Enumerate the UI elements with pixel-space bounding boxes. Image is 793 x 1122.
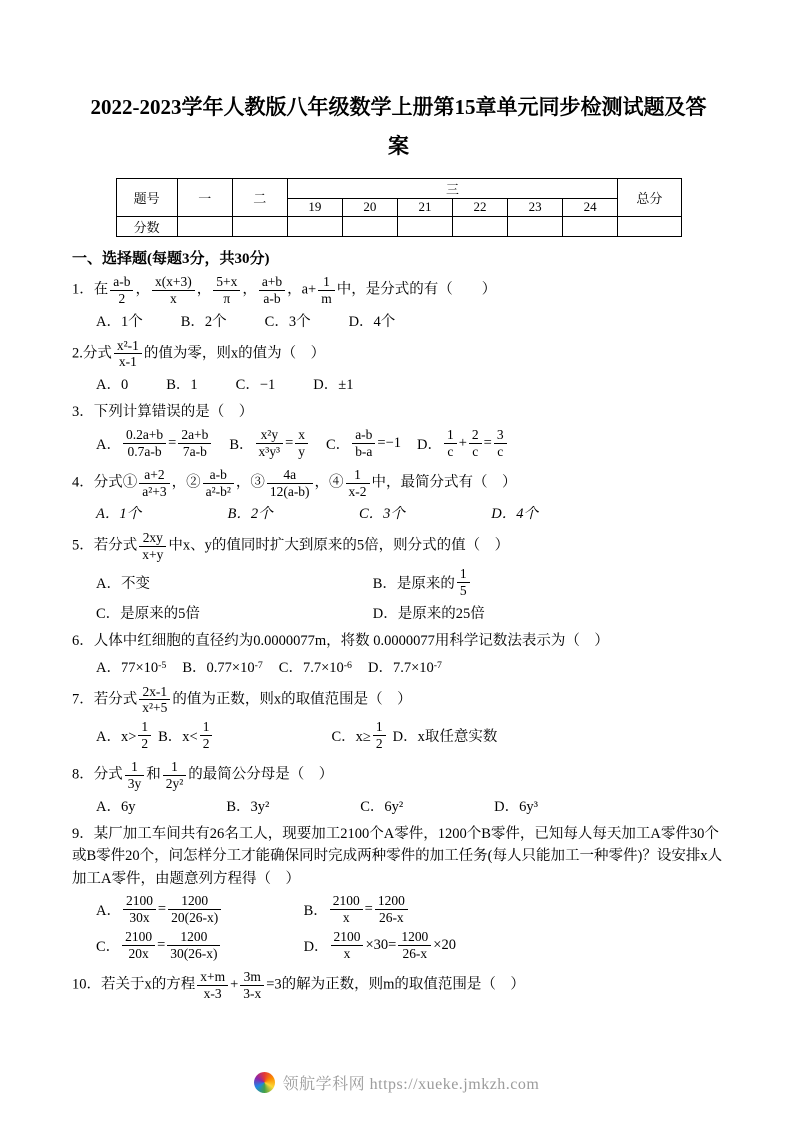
fraction-denominator: x²+5 [142,700,168,716]
score-input-cell [232,216,287,236]
fraction [494,427,507,460]
option: C． $\frac{a-b}{b-a}$ =−1 [326,426,401,459]
options-row [96,373,725,394]
page-title-line1: 2022-2023学年人教版八年级数学上册第15章单元同步检测试题及答 [90,95,707,119]
fraction [122,929,155,962]
fraction-numerator: 1 [125,759,144,776]
fraction-denominator: a²+3 [142,483,167,499]
fraction-numerator: 1 [457,566,470,583]
fraction [203,467,234,500]
question-6 [72,630,725,676]
option: A． $\frac{0.2a+b}{0.7a-b}$ = $\frac{2a+b}{7a-b}$ [96,427,213,460]
option: A．77×10 -5 [96,659,167,676]
page-title-line2: 案 [388,133,409,158]
option: D．6y³ [494,798,538,815]
fraction-denominator: m [321,290,332,306]
fraction-denominator: x-3 [203,985,222,1001]
fraction [457,566,470,599]
fraction [444,427,457,460]
option: A． $\frac{2100}{30x}$ = $\frac{1200}{20(26-x)}$ [96,893,304,926]
question-text: 5．若分式 $\frac{2xy}{x+y}$ 中x、y的值同时扩大到原来的5倍，则分式的值（ ） [72,530,510,563]
fraction-numerator: a-b [203,467,234,484]
site-logo-icon [254,1072,275,1093]
score-table-score-label: 分数 [116,216,177,236]
fraction-numerator: 1200 [375,893,408,910]
fraction [469,427,482,460]
option: D．4个 [348,313,396,330]
question-text: 7．若分式 $\frac{2x-1}{\text{x²+5}}$ 的值为正数，则x的取值范围是（ ） [72,683,412,716]
fraction-numerator: 2100 [331,929,364,946]
fraction-denominator: 5 [459,583,467,599]
option: C．x≥ $\frac{1}{2}$ [331,719,387,752]
fraction-denominator: y [298,443,306,459]
fraction-denominator: x-1 [118,354,137,370]
fraction-numerator: 1 [138,719,151,736]
option: A．1个 [96,506,142,523]
option: B．3y² [226,798,270,815]
option: B．2个 [180,313,227,330]
fraction-denominator: x [342,910,350,926]
fraction-denominator: x [169,290,177,306]
option: B．0.77×10 -7 [182,659,263,676]
option: B．是原来的 $\frac{1}{5}$ [373,566,725,599]
fraction [373,719,386,752]
fraction-numerator: x²y [256,427,284,444]
fraction-numerator: x [295,427,308,444]
fraction [125,759,144,792]
score-table-score-row [116,216,681,236]
score-table [116,178,682,237]
fraction-numerator: 1 [163,759,187,776]
options-row [96,795,538,816]
score-input-cell [508,216,563,236]
option: D． $\frac{1}{c}$ + $\frac{2}{c}$ = $\frac{3}{c}$ [417,427,509,460]
option: A．0 [96,377,129,394]
fraction-denominator: x³y³ [258,443,281,459]
question-list [72,274,725,1002]
fraction [295,427,308,460]
option: C．3个 [264,313,311,330]
fraction-numerator: 3m [240,969,264,986]
option: C． $\frac{2100}{20x}$ = $\frac{1200}{30(26-x)}$ [96,929,304,962]
fraction-numerator: a-b [352,427,375,444]
options-row [96,427,725,460]
fraction-denominator: 3y [127,776,142,792]
question-1 [72,274,725,331]
fraction-denominator: c [497,443,504,459]
option: B． $\frac{\text{x²y}}{\text{x³y³}}$ = $\frac{x}{y}$ [229,427,310,460]
options-row [96,656,725,677]
fraction-denominator: 7a-b [182,443,207,459]
fraction-numerator: 1200 [168,893,221,910]
fraction-denominator: 2 [118,290,126,306]
option: B．2个 [227,506,273,523]
score-input-cell [618,216,681,236]
fraction-numerator: 1 [200,719,213,736]
section-heading: 一、选择题(每题3分，共30分) [72,250,270,267]
question-3 [72,401,725,459]
footer [0,1071,793,1094]
fraction-denominator: 26-x [402,946,428,962]
page-title [72,88,725,166]
options-row [96,929,725,962]
fraction [168,893,221,926]
fraction-denominator: 2 [375,736,383,752]
fraction [138,719,151,752]
fraction [139,684,170,717]
fraction-numerator: 1 [318,274,334,291]
option: D．x取任意实数 [392,729,498,746]
question-text: 10．若关于x的方程 $\frac{x+m}{x-3}$ + $\frac{3m}{3-x}$ =3的解为正数，则m的取值范围是（ ） [72,968,525,1001]
score-table-subcol: 24 [563,198,618,216]
fraction-numerator: 2100 [330,893,363,910]
question-7 [72,684,725,753]
fraction-denominator: 26-x [378,910,404,926]
fraction-denominator: 30(26-x) [170,946,218,962]
fraction [114,338,142,371]
option: D．是原来的25倍 [372,606,485,623]
option: B．1 [166,377,198,394]
fraction-numerator: a-b [110,274,133,291]
fraction [398,929,431,962]
fraction-numerator: 0.2a+b [123,427,166,444]
question-2 [72,338,725,395]
fraction [123,893,156,926]
fraction-numerator: x(x+3) [152,274,195,291]
score-table-corner: 题号 [116,178,177,216]
score-input-cell [342,216,397,236]
fraction [139,467,169,500]
fraction [197,969,228,1002]
question-text: 6．人体中红细胞的直径约为0.0000077m，将数 0.0000077用科学记数法表示为（ ） [72,633,609,650]
fraction-denominator: a-b [263,290,281,306]
option: D．7.7×10 -7 [367,659,442,676]
fraction [213,274,240,307]
options-row [96,719,725,752]
fraction-numerator: 2x-1 [139,684,170,701]
option: D． $\frac{2100}{x}$ ×30= $\frac{1200}{26-x}$ ×20 [303,929,456,962]
fraction [375,893,408,926]
fraction-numerator: x²-1 [114,338,142,355]
options-row [96,502,538,523]
score-table-col-one: 一 [177,178,232,216]
question-10 [72,969,725,1002]
fraction [178,427,211,460]
option: A．6y [96,798,136,815]
fraction-denominator: 3-x [243,985,262,1001]
fraction [139,530,166,563]
option: C．6y² [360,798,404,815]
score-table-total: 总分 [618,178,681,216]
fraction-denominator: a²-b² [205,483,231,499]
fraction-numerator: a+b [259,274,285,291]
fraction [346,467,370,500]
fraction-numerator: 1 [373,719,386,736]
fraction [123,427,166,460]
option: C．是原来的5倍 [96,606,200,623]
fraction-denominator: 2 [202,736,210,752]
fraction-denominator: b-a [355,443,373,459]
fraction [110,274,133,307]
question-text: 8．分式 $\frac{1}{3y}$ 和 $\frac{1}{\text{2y²}}$ 的最简公分母是（ ） [72,759,334,792]
fraction-numerator: a+2 [139,467,169,484]
fraction-numerator: 4a [267,467,313,484]
fraction-numerator: 1200 [398,929,431,946]
site-link[interactable]: 领航学科网 https://xueke.jmkzh.com [282,1076,540,1093]
fraction [259,274,285,307]
fraction [152,274,195,307]
fraction-numerator: 1 [346,467,370,484]
question-8 [72,759,725,816]
fraction [167,929,220,962]
score-input-cell [177,216,232,236]
fraction-denominator: c [447,443,454,459]
question-9 [72,823,725,962]
fraction-denominator: x-2 [348,483,367,499]
option: C．7.7×10 -6 [278,659,352,676]
fraction [318,274,334,307]
option: A．1个 [96,313,143,330]
options-row [96,893,725,926]
fraction [256,427,284,460]
options-row [96,310,725,331]
options-row [96,602,725,623]
score-table-subcol: 23 [508,198,563,216]
fraction [163,759,187,792]
question-text: 1．在 $\frac{a-b}{2}$ ， $\frac{x(x+3)}{x}$ ， $\frac{5+x}{\pi}$ ， $\frac{a+b}{a-b}$ ，a+ $\frac{1}{m}$ 中，是分式的有（ ） [72,273,497,306]
question-text: 3．下列计算错误的是（ ） [72,404,254,421]
question-5 [72,530,725,623]
fraction-numerator: 1 [444,427,457,444]
option: A．不变 [96,576,150,593]
fraction [240,969,264,1002]
fraction-numerator: 5+x [213,274,240,291]
fraction-denominator: 12(a-b) [269,483,310,499]
fraction-denominator: x [343,946,351,962]
option: A．x> $\frac{1}{2}$ [96,719,153,752]
fraction-numerator: 2a+b [178,427,211,444]
fraction-denominator: 20x [128,946,149,962]
fraction-denominator: x+y [142,547,164,563]
fraction-denominator: 2 [141,736,149,752]
score-table-subcol: 19 [287,198,342,216]
score-input-cell [397,216,452,236]
option: D．±1 [313,377,354,394]
option: D．4个 [491,506,538,523]
fraction [267,467,313,500]
score-input-cell [287,216,342,236]
fraction-numerator: 2100 [123,893,156,910]
fraction-denominator: c [472,443,479,459]
option: B．x< $\frac{1}{2}$ [158,719,214,752]
score-input-cell [453,216,508,236]
question-text: 4．分式① $\frac{a+2}{\text{a²+3}}$ ，② $\frac{a-b}{\text{a²-b²}}$ ，③ $\frac{4a}{12(a-b)}$ ，④ $\frac{1}{x-2}$ 中，最简分式有（ ） [72,466,517,499]
option: C．−1 [235,377,276,394]
fraction-denominator: 20(26-x) [171,910,219,926]
fraction-denominator: 30x [129,910,150,926]
fraction-numerator: x+m [197,969,228,986]
fraction-numerator: 2 [469,427,482,444]
fraction-denominator: 0.7a-b [127,443,162,459]
fraction [200,719,213,752]
score-input-cell [563,216,618,236]
fraction [352,427,375,460]
score-table-col-two: 二 [232,178,287,216]
score-table-subcol: 20 [342,198,397,216]
score-table-col-three: 三 [287,178,617,198]
option: B． $\frac{2100}{x}$ = $\frac{1200}{26-x}$ [304,893,725,926]
options-row [96,566,725,599]
fraction-numerator: 1200 [167,929,220,946]
fraction-numerator: 2xy [139,530,166,547]
question-4 [72,467,725,524]
fraction-denominator: 2y² [165,776,184,792]
option: C．3个 [358,506,405,523]
fraction-numerator: 3 [494,427,507,444]
question-text: 9．某厂加工车间共有26名工人，现要加工2100个A零件，1200个B零件，已知每人每天加工A零件30个或B零件20个，问怎样分工才能确保同时完成两种零件的加工任务(每人只能加工一种零件)？设安排x人加工A零件，由题意列方程得（ ） [72,825,723,887]
fraction-numerator: 2100 [122,929,155,946]
score-table-subcol: 22 [453,198,508,216]
question-text: 2.分式 $\frac{\text{x²-1}}{x-1}$ 的值为零，则x的值为（ ） [72,337,326,370]
score-table-subcol: 21 [397,198,452,216]
fraction [330,893,363,926]
fraction-denominator: π [223,290,231,306]
score-table-header-row [116,178,681,198]
fraction [331,929,364,962]
